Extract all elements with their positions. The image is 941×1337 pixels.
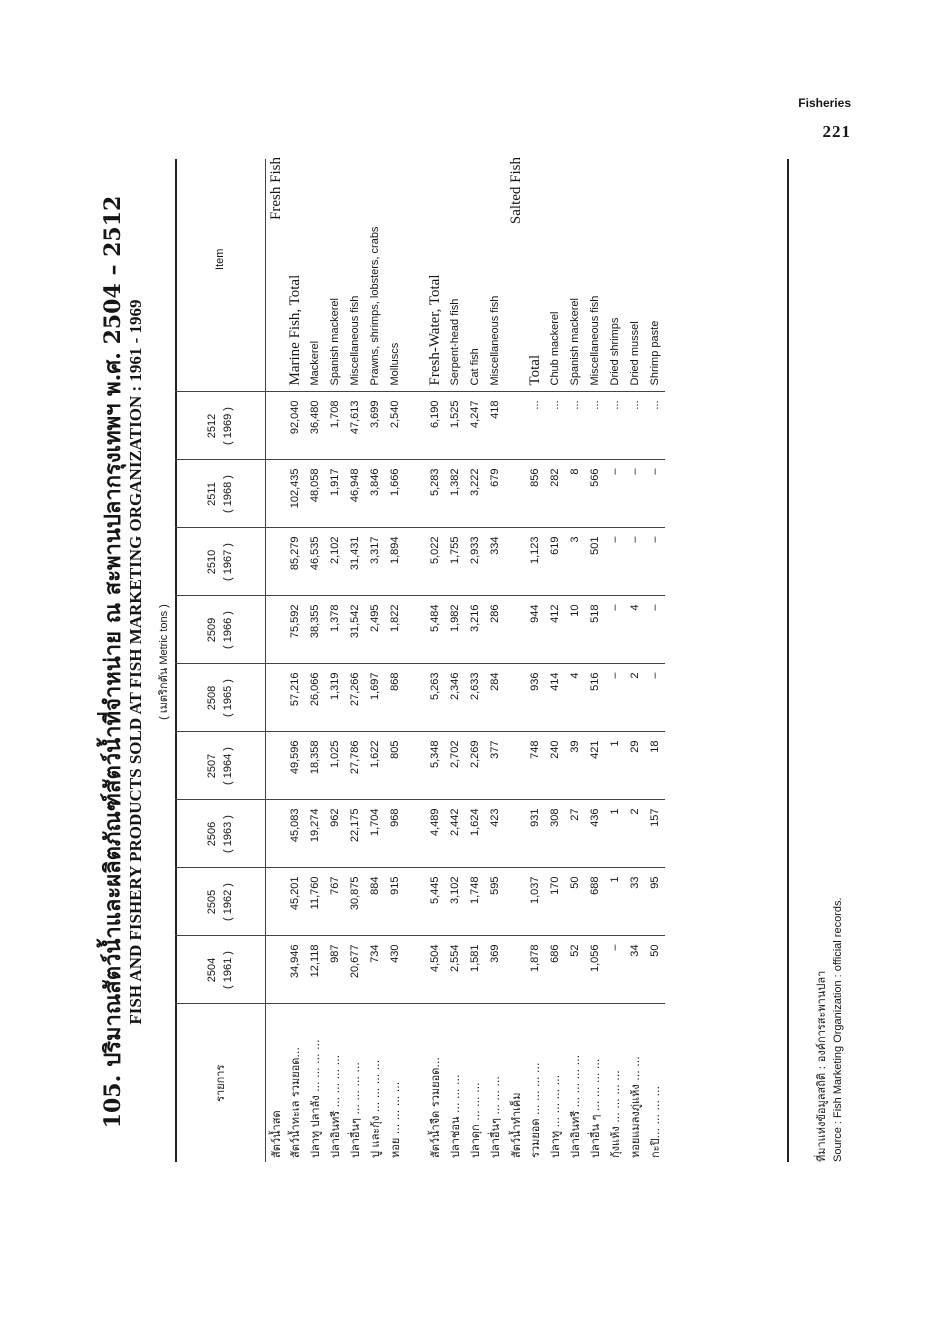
value-cell: 734 [365,936,385,1004]
year-ad: ( 1966 ) [222,611,234,649]
value-cell: 516 [585,664,605,732]
year-header [175,664,265,732]
table-body [265,127,665,1162]
table-row [285,127,305,1162]
year-be: 2505 [206,889,218,915]
section-label-thai: สัตว์น้ำทำเค็ม [510,1092,523,1158]
table-row [365,127,385,1162]
item-thai: ปลาอื่นๆ ... ... ... ... [349,1062,362,1158]
value-cell: ... [645,392,665,460]
value-cell: 987 [325,936,345,1004]
value-cell: ... [525,392,545,460]
value-cell: 414 [545,664,565,732]
empty-cell [505,800,525,868]
table-row [425,127,445,1162]
value-cell: 931 [525,800,545,868]
value-cell: 6,190 [425,392,445,460]
value-cell: 2,346 [445,664,465,732]
year-ad: ( 1964 ) [222,747,234,785]
value-cell: 45,201 [285,868,305,936]
value-cell: 1,581 [465,936,485,1004]
value-cell: 1,748 [465,868,485,936]
value-cell: 377 [485,732,505,800]
table-row [465,127,485,1162]
year-be: 2504 [206,957,218,983]
value-cell: 767 [325,868,345,936]
item-english: Miscellaneous fish [585,127,605,392]
value-cell: 286 [485,596,505,664]
value-cell: 5,348 [425,732,445,800]
table-row [305,127,325,1162]
item-english: Prawns, shrimps, lobsters, crabs [365,127,385,392]
value-cell: 3 [565,528,585,596]
value-cell: 22,175 [345,800,365,868]
value-cell: 1,123 [525,528,545,596]
value-cell: 5,484 [425,596,445,664]
empty-cell [265,392,285,460]
value-cell: 805 [385,732,405,800]
value-cell: 29 [625,732,645,800]
value-cell: 75,592 [285,596,305,664]
value-cell: 26,066 [305,664,325,732]
item-english: Miscellaneous fish [345,127,365,392]
value-cell: ... [625,392,645,460]
empty-cell [265,936,285,1004]
value-cell: ... [585,392,605,460]
year-ad: ( 1969 ) [222,407,234,445]
section-row [265,127,285,1162]
table-row [625,127,645,1162]
section-label-english: Fresh Fish [265,127,285,392]
year-header [175,732,265,800]
value-cell: – [645,460,665,528]
empty-cell [405,1004,425,1162]
value-cell: ... [545,392,565,460]
source-english: Source : Fish Marketing Organization : official records. [832,897,844,1162]
spacer-row [405,127,425,1162]
value-cell: 3,222 [465,460,485,528]
value-cell: 418 [485,392,505,460]
value-cell: 2,495 [365,596,385,664]
value-cell: 369 [485,936,505,1004]
value-cell: 856 [525,460,545,528]
value-cell: 31,542 [345,596,365,664]
value-cell: 170 [545,868,565,936]
value-cell: 1,025 [325,732,345,800]
item-thai: รวมยอด ... ... ... ... [529,1062,542,1158]
page-number: 221 [822,122,851,141]
empty-cell [405,460,425,528]
value-cell: – [645,596,665,664]
item-english: Molluscs [385,127,405,392]
value-cell: 2 [625,800,645,868]
item-thai: กุ้งแห้ง ... ... ... ... [609,1070,622,1158]
value-cell: 284 [485,664,505,732]
empty-cell [505,868,525,936]
value-cell: 57,216 [285,664,305,732]
value-cell: 1,382 [445,460,465,528]
item-english: Dried shrimps [605,127,625,392]
item-thai: หอยแมลงภู่แห้ง ... ... [629,1056,642,1158]
value-cell: 95 [645,868,665,936]
value-cell: 27 [565,800,585,868]
item-thai: สัตว์น้ำจืด รวมยอด... [429,1057,442,1158]
empty-cell [265,868,285,936]
table-row [585,127,605,1162]
value-cell: 334 [485,528,505,596]
value-cell: 2,633 [465,664,485,732]
empty-cell [405,528,425,596]
value-cell: 12,118 [305,936,325,1004]
value-cell: 5,445 [425,868,445,936]
value-cell: 1 [605,732,625,800]
value-cell: 38,355 [305,596,325,664]
value-cell: 33 [625,868,645,936]
value-cell: 1,708 [325,392,345,460]
item-thai: ปลาทู ... ... ... ... [549,1074,562,1158]
title-english: FISH AND FISHERY PRODUCTS SOLD AT FISH MARKETING ORGANIZATION : 1961 - 1969 [126,299,145,1025]
value-cell: 31,431 [345,528,365,596]
value-cell: 46,535 [305,528,325,596]
empty-cell [265,800,285,868]
value-cell: ... [565,392,585,460]
year-ad: ( 1961 ) [222,951,234,989]
value-cell: 49,596 [285,732,305,800]
value-cell: 282 [545,460,565,528]
value-cell: 308 [545,800,565,868]
empty-cell [505,460,525,528]
source-thai: ที่มาแห่งข้อมูลสถิติ : องค์การสะพานปลา [815,970,828,1162]
value-cell: 5,022 [425,528,445,596]
value-cell: 102,435 [285,460,305,528]
year-be: 2506 [206,821,218,847]
empty-cell [265,596,285,664]
empty-cell [265,664,285,732]
value-cell: 423 [485,800,505,868]
value-cell: 30,875 [345,868,365,936]
table-number: 105. [100,1074,126,1129]
value-cell: 2 [625,664,645,732]
table-row [645,127,665,1162]
value-cell: 18,358 [305,732,325,800]
item-thai: ปลาทู ปลาลัง ... ... ... ... [309,1039,322,1158]
item-th-header: รายการ [215,1064,227,1102]
value-cell: 595 [485,868,505,936]
value-cell: – [605,460,625,528]
empty-cell [505,664,525,732]
value-cell: 436 [585,800,605,868]
title-thai-text: ปริมาณสัตว์น้ำและผลิตภัณฑ์สัตว์น้ำที่จำหน่าย ณ สะพานปลากรุงเทพฯ พ.ศ. 2504 – 2512 [100,195,126,1067]
empty-cell [505,528,525,596]
value-cell: – [625,460,645,528]
item-thai: ปลาอินทรี ... ... ... ... [329,1054,342,1158]
year-be: 2507 [206,753,218,779]
value-cell: 157 [645,800,665,868]
year-ad: ( 1968 ) [222,475,234,513]
value-cell: 1,624 [465,800,485,868]
empty-cell [405,596,425,664]
value-cell: 968 [385,800,405,868]
table-row [345,127,365,1162]
value-cell: 4,504 [425,936,445,1004]
year-header [175,392,265,460]
value-cell: 4 [565,664,585,732]
section-label-english: Salted Fish [505,127,525,392]
value-cell: 915 [385,868,405,936]
value-cell: 1,319 [325,664,345,732]
value-cell: 47,613 [345,392,365,460]
empty-cell [405,392,425,460]
value-cell: – [605,936,625,1004]
empty-cell [405,936,425,1004]
value-cell: 936 [525,664,545,732]
value-cell: 688 [585,868,605,936]
value-cell: 5,283 [425,460,445,528]
value-cell: 1,056 [585,936,605,1004]
empty-cell [405,732,425,800]
item-english: Dried mussel [625,127,645,392]
value-cell: 20,677 [345,936,365,1004]
item-thai: ปลาอินทรี ... ... ... ... [569,1054,582,1158]
item-english: Spanish mackerel [325,127,345,392]
value-cell: 1,525 [445,392,465,460]
value-cell: 1,894 [385,528,405,596]
item-english: Serpent-head fish [445,127,465,392]
table-row [525,127,545,1162]
year-header [175,936,265,1004]
value-cell: 686 [545,936,565,1004]
year-header [175,868,265,936]
value-cell: 748 [525,732,545,800]
item-english: Mackerel [305,127,325,392]
value-cell: 1,704 [365,800,385,868]
year-ad: ( 1962 ) [222,883,234,921]
value-cell: 619 [545,528,565,596]
value-cell: 679 [485,460,505,528]
section-header: Fisheries [798,96,851,110]
empty-cell [505,936,525,1004]
item-thai: ปู และกุ้ง ... ... ... ... [369,1059,382,1158]
unit-label: ( เมตริกตัน Metric tons ) [158,604,170,720]
value-cell: 5,263 [425,664,445,732]
empty-cell [265,732,285,800]
value-cell: 34,946 [285,936,305,1004]
value-cell: 2,554 [445,936,465,1004]
item-english: Shrimp paste [645,127,665,392]
empty-cell [265,528,285,596]
table-row [485,127,505,1162]
value-cell: 240 [545,732,565,800]
value-cell: – [645,664,665,732]
value-cell: 944 [525,596,545,664]
item-thai: หอย ... ... ... ... [389,1081,402,1158]
year-ad: ( 1963 ) [222,815,234,853]
value-cell: 52 [565,936,585,1004]
item-thai: ปลาดุก ... ... ... [469,1082,482,1158]
value-cell: – [605,664,625,732]
value-cell: 4,247 [465,392,485,460]
value-cell: 518 [585,596,605,664]
value-cell: 4 [625,596,645,664]
year-be: 2510 [206,549,218,575]
year-header [175,528,265,596]
empty-cell [405,800,425,868]
year-be: 2508 [206,685,218,711]
value-cell: 412 [545,596,565,664]
value-cell: 1 [605,800,625,868]
item-thai: ปลาอื่น ๆ ... ... ... ... [589,1058,602,1158]
value-cell: 1,666 [385,460,405,528]
value-cell: 18 [645,732,665,800]
item-thai: สัตว์น้ำทะเล รวมยอด... [289,1047,302,1158]
year-be: 2512 [206,413,218,439]
empty-cell [405,868,425,936]
value-cell: 2,269 [465,732,485,800]
value-cell: 85,279 [285,528,305,596]
value-cell: 1,982 [445,596,465,664]
section-label-thai: สัตว์น้ำสด [270,1110,283,1158]
value-cell: 1,378 [325,596,345,664]
table-row [605,127,625,1162]
value-cell: 884 [365,868,385,936]
empty-cell [405,127,425,392]
item-english: Miscellaneous fish [485,127,505,392]
section-row [505,127,525,1162]
value-cell: 11,760 [305,868,325,936]
value-cell: 1,037 [525,868,545,936]
table-row [385,127,405,1162]
empty-cell [505,392,525,460]
value-cell: 10 [565,596,585,664]
empty-cell [505,732,525,800]
item-english: Total [525,127,545,392]
value-cell: 3,102 [445,868,465,936]
value-cell: 1,822 [385,596,405,664]
table-row [545,127,565,1162]
value-cell: 46,948 [345,460,365,528]
value-cell: – [645,528,665,596]
value-cell: 566 [585,460,605,528]
value-cell: 27,266 [345,664,365,732]
value-cell: 27,786 [345,732,365,800]
item-english: Chub mackerel [545,127,565,392]
value-cell: 2,442 [445,800,465,868]
year-header [175,800,265,868]
bottom-rule [787,159,789,1162]
value-cell: – [605,528,625,596]
value-cell: 19,274 [305,800,325,868]
value-cell: 430 [385,936,405,1004]
item-thai: ปลาช่อน ... ... ... [449,1074,462,1158]
table-row [565,127,585,1162]
value-cell: 48,058 [305,460,325,528]
value-cell: 45,083 [285,800,305,868]
item-english: Spanish mackerel [565,127,585,392]
value-cell: 2,102 [325,528,345,596]
title-thai [95,162,130,1162]
value-cell: 4,489 [425,800,445,868]
value-cell: 2,540 [385,392,405,460]
value-cell: 1,917 [325,460,345,528]
value-cell: 3,699 [365,392,385,460]
value-cell: 2,933 [465,528,485,596]
value-cell: ... [605,392,625,460]
fish-sales-table [175,127,665,1162]
year-ad: ( 1965 ) [222,679,234,717]
value-cell: 2,702 [445,732,465,800]
value-cell: 50 [565,868,585,936]
value-cell: 8 [565,460,585,528]
value-cell: 3,846 [365,460,385,528]
value-cell: 92,040 [285,392,305,460]
item-en-header: Item [175,127,265,392]
value-cell: 1,755 [445,528,465,596]
item-thai: กะปิ... ... ... ... [649,1086,662,1158]
value-cell: 501 [585,528,605,596]
value-cell: 421 [585,732,605,800]
value-cell: 3,216 [465,596,485,664]
value-cell: 1,622 [365,732,385,800]
value-cell: – [605,596,625,664]
item-thai: ปลาอื่นๆ ... ... ... [489,1076,502,1158]
value-cell: 1,697 [365,664,385,732]
value-cell: – [625,528,645,596]
value-cell: 1 [605,868,625,936]
table-row [445,127,465,1162]
year-be: 2509 [206,617,218,643]
item-english: Marine Fish, Total [285,127,305,392]
value-cell: 50 [645,936,665,1004]
value-cell: 868 [385,664,405,732]
item-english: Fresh-Water, Total [425,127,445,392]
value-cell: 34 [625,936,645,1004]
value-cell: 36,480 [305,392,325,460]
empty-cell [505,596,525,664]
item-english: Cat fish [465,127,485,392]
value-cell: 1,878 [525,936,545,1004]
empty-cell [265,460,285,528]
year-header [175,596,265,664]
empty-cell [405,664,425,732]
table-row [325,127,345,1162]
year-ad: ( 1967 ) [222,543,234,581]
value-cell: 962 [325,800,345,868]
table-header-row [175,127,265,1162]
year-be: 2511 [206,482,218,506]
value-cell: 39 [565,732,585,800]
year-header [175,460,265,528]
value-cell: 3,317 [365,528,385,596]
